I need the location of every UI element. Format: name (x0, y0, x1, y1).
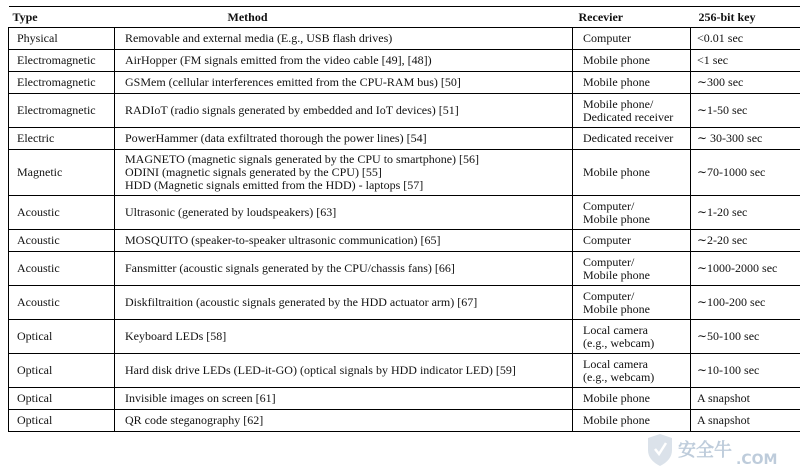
method-line: Keyboard LEDs [58] (125, 329, 227, 343)
header-key-time: 256-bit key (691, 7, 800, 28)
cell-receiver (573, 354, 691, 388)
method-line: HDD (Magnetic signals emitted from the HDD) - laptops [57] (125, 178, 424, 192)
cell-receiver (573, 410, 691, 432)
table-row (9, 50, 800, 72)
cell-receiver (573, 230, 691, 252)
cell-type: Physical (9, 28, 115, 50)
cell-method (115, 128, 573, 150)
cell-type: Optical (9, 354, 115, 388)
cell-key-time: ∼300 sec (691, 72, 800, 94)
table-row (9, 354, 800, 388)
receiver-line: Computer (583, 31, 631, 45)
cell-receiver (573, 320, 691, 354)
cell-type: Acoustic (9, 196, 115, 230)
table-row (9, 230, 800, 252)
header-receiver: Recevier (573, 7, 691, 28)
receiver-line: Local camera (583, 356, 648, 371)
cell-method (115, 72, 573, 94)
cell-method (115, 286, 573, 320)
cell-receiver (573, 72, 691, 94)
receiver-line: Computer/ (583, 198, 635, 213)
cell-key-time: A snapshot (691, 410, 800, 432)
receiver-line: Mobile phone (583, 165, 650, 179)
receiver-line: Mobile phone (583, 75, 650, 89)
cell-key-time: ∼ 30-300 sec (691, 128, 800, 150)
table-row (9, 150, 800, 196)
watermark-text-cn: 安全牛 (678, 440, 732, 461)
receiver-line: Mobile phone (583, 413, 650, 427)
receiver-line: Mobile phone/ (583, 96, 654, 111)
cell-receiver (573, 94, 691, 128)
receiver-line: (e.g., webcam) (583, 369, 655, 384)
cell-type: Acoustic (9, 230, 115, 252)
header-type: Type (9, 7, 115, 28)
cell-receiver (573, 150, 691, 196)
cell-key-time: ∼1-20 sec (691, 196, 800, 230)
cell-type: Electromagnetic (9, 50, 115, 72)
cell-key-time: ∼50-100 sec (691, 320, 800, 354)
cell-key-time: ∼1000-2000 sec (691, 252, 800, 286)
method-line: QR code steganography [62] (125, 413, 264, 427)
receiver-line: Dedicated receiver (583, 109, 674, 124)
cell-method (115, 50, 573, 72)
receiver-line: Computer/ (583, 288, 635, 303)
cell-type: Optical (9, 410, 115, 432)
method-line: Invisible images on screen [61] (125, 391, 276, 405)
cell-key-time: ∼70-1000 sec (691, 150, 800, 196)
method-line: RADIoT (radio signals generated by embedded and IoT devices) [51] (125, 103, 459, 117)
method-line: MAGNETO (magnetic signals generated by the CPU to smartphone) [56] (125, 152, 480, 166)
covert-channel-table (8, 6, 800, 432)
receiver-line: Computer/ (583, 254, 635, 269)
method-line: PowerHammer (data exfiltrated thorough the power lines) [54] (125, 131, 427, 145)
cell-type: Acoustic (9, 286, 115, 320)
method-line: Fansmitter (acoustic signals generated by the CPU/chassis fans) [66] (125, 261, 455, 275)
cell-key-time: <1 sec (691, 50, 800, 72)
cell-method (115, 230, 573, 252)
cell-type: Acoustic (9, 252, 115, 286)
shield-icon (648, 434, 672, 466)
cell-type: Electric (9, 128, 115, 150)
method-line: Removable and external media (E.g., USB flash drives) (125, 31, 393, 45)
receiver-line: Computer (583, 233, 631, 247)
method-line: Hard disk drive LEDs (LED-it-GO) (optical signals by HDD indicator LED) [59] (125, 363, 516, 377)
table-row (9, 94, 800, 128)
receiver-line: Mobile phone (583, 301, 650, 316)
cell-key-time: ∼100-200 sec (691, 286, 800, 320)
cell-receiver (573, 286, 691, 320)
cell-receiver (573, 50, 691, 72)
receiver-line: (e.g., webcam) (583, 335, 655, 350)
cell-method (115, 388, 573, 410)
table-row (9, 388, 800, 410)
method-line: ODINI (magnetic signals generated by the CPU) [55] (125, 165, 382, 179)
table-body (9, 28, 800, 432)
watermark-logo (646, 430, 796, 470)
table-row (9, 72, 800, 94)
method-line: Diskfiltraition (acoustic signals generated by the HDD actuator arm) [67] (125, 295, 478, 309)
cell-key-time: ∼2-20 sec (691, 230, 800, 252)
table-row (9, 28, 800, 50)
method-line: MOSQUITO (speaker-to-speaker ultrasonic communication) [65] (125, 233, 441, 247)
method-line: Ultrasonic (generated by loudspeakers) [63] (125, 205, 337, 219)
cell-receiver (573, 196, 691, 230)
cell-key-time: ∼1-50 sec (691, 94, 800, 128)
cell-receiver (573, 252, 691, 286)
method-line: AirHopper (FM signals emitted from the video cable [49], [48]) (125, 53, 432, 67)
header-method: Method (115, 7, 573, 28)
cell-method (115, 196, 573, 230)
table-row (9, 320, 800, 354)
cell-receiver (573, 28, 691, 50)
cell-key-time: ∼10-100 sec (691, 354, 800, 388)
cell-type: Optical (9, 320, 115, 354)
method-line: GSMem (cellular interferences emitted from the CPU-RAM bus) [50] (125, 75, 461, 89)
receiver-line: Mobile phone (583, 391, 650, 405)
cell-method (115, 410, 573, 432)
cell-method (115, 252, 573, 286)
cell-type: Magnetic (9, 150, 115, 196)
header-row (9, 7, 800, 28)
cell-type: Electromagnetic (9, 94, 115, 128)
cell-key-time: A snapshot (691, 388, 800, 410)
cell-type: Optical (9, 388, 115, 410)
table-row (9, 410, 800, 432)
cell-key-time: <0.01 sec (691, 28, 800, 50)
table-row (9, 286, 800, 320)
receiver-line: Dedicated receiver (583, 131, 674, 145)
table-row (9, 128, 800, 150)
cell-type: Electromagnetic (9, 72, 115, 94)
table-row (9, 196, 800, 230)
receiver-line: Local camera (583, 322, 648, 337)
receiver-line: Mobile phone (583, 267, 650, 282)
cell-receiver (573, 388, 691, 410)
cell-method (115, 94, 573, 128)
cell-receiver (573, 128, 691, 150)
cell-method (115, 320, 573, 354)
table-row (9, 252, 800, 286)
receiver-line: Mobile phone (583, 53, 650, 67)
cell-method (115, 28, 573, 50)
cell-method (115, 354, 573, 388)
receiver-line: Mobile phone (583, 211, 650, 226)
watermark-text-en: .COM (736, 452, 778, 468)
cell-method (115, 150, 573, 196)
